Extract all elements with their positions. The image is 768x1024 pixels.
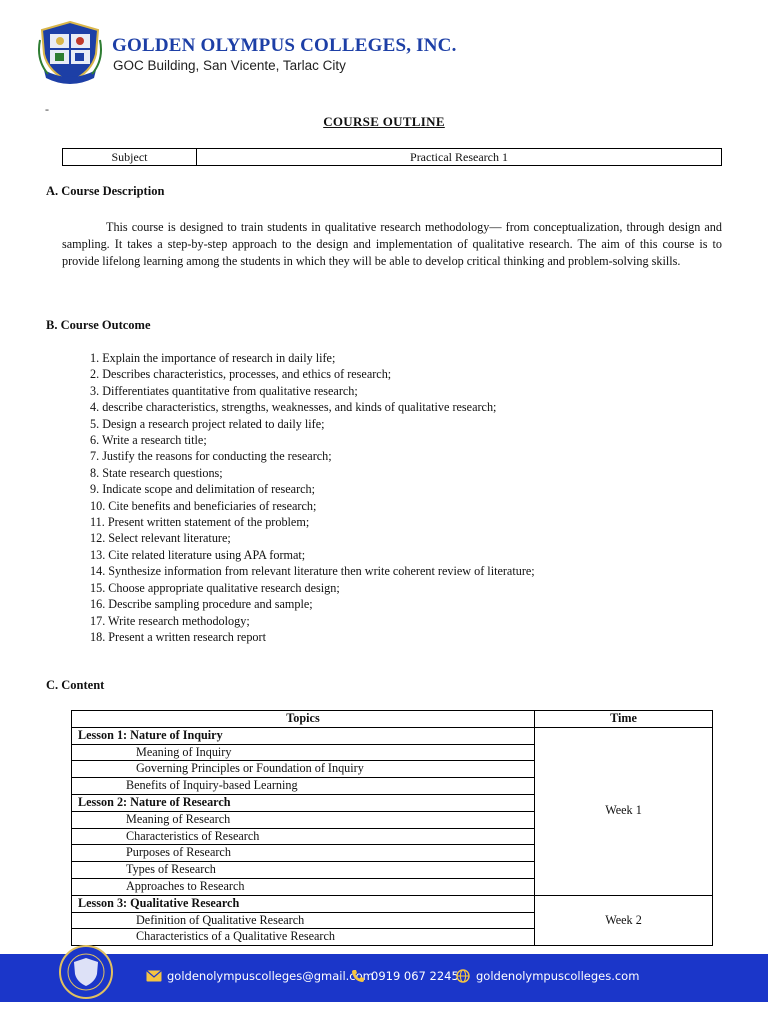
topic-item: Approaches to Research: [72, 878, 535, 895]
topic-item: Characteristics of Research: [72, 828, 535, 845]
school-crest-icon: [38, 20, 102, 86]
globe-icon: [455, 969, 471, 983]
subject-label: Subject: [63, 149, 197, 166]
list-item: 6. Write a research title;: [90, 433, 207, 448]
footer-website-text: goldenolympuscolleges.com: [476, 969, 640, 983]
list-item: 7. Justify the reasons for conducting the research;: [90, 449, 332, 464]
time-week-1: Week 1: [535, 727, 713, 895]
list-item: 12. Select relevant literature;: [90, 531, 231, 546]
subject-table: [62, 148, 722, 166]
lesson-title: Lesson 2: Nature of Research: [72, 794, 535, 811]
subject-value: Practical Research 1: [197, 149, 722, 166]
page-title-text: COURSE OUTLINE: [323, 114, 445, 129]
time-week-2: Week 2: [535, 895, 713, 945]
time-header: Time: [535, 711, 713, 728]
topic-item: Characteristics of a Qualitative Research: [72, 929, 535, 946]
section-c-heading: C. Content: [46, 678, 105, 692]
school-seal-icon: [58, 944, 114, 1000]
section-b-heading: B. Course Outcome: [46, 318, 151, 332]
section-a-heading: A. Course Description: [46, 184, 165, 198]
course-description-text: This course is designed to train students in qualitative research methodology— from conceptualization, through design and sampling. It takes a step-by-step approach to the design and implementation of qualitative research. The aim of this course is to provide lifelong learning among the students in which they will be able to develop critical thinking and problem-solving skills.: [62, 220, 722, 268]
school-name: GOLDEN OLYMPUS COLLEGES, INC.: [112, 35, 457, 56]
page-bottom-margin: [0, 1002, 768, 1024]
list-item: 8. State research questions;: [90, 465, 223, 480]
footer-website[interactable]: [455, 969, 639, 983]
topic-item: Meaning of Research: [72, 811, 535, 828]
list-item: 3. Differentiates quantitative from qualitative research;: [90, 383, 358, 398]
subject-row: [63, 149, 722, 166]
footer-email[interactable]: [146, 969, 374, 983]
list-item: 17. Write research methodology;: [90, 613, 250, 628]
footer-email-text: goldenolympuscolleges@gmail.com: [167, 969, 374, 983]
topic-item: Benefits of Inquiry-based Learning: [72, 778, 535, 795]
list-item: 2. Describes characteristics, processes, and ethics of research;: [90, 367, 392, 382]
envelope-icon: [146, 969, 162, 983]
footer-phone[interactable]: [350, 969, 459, 983]
letterhead: [38, 20, 738, 88]
list-item: 11. Present written statement of the problem;: [90, 515, 310, 530]
list-item: 18. Present a written research report: [90, 629, 266, 644]
content-table: [71, 710, 713, 946]
topics-header: Topics: [72, 711, 535, 728]
lesson-title: Lesson 3: Qualitative Research: [72, 895, 535, 912]
topic-item: Governing Principles or Foundation of Inquiry: [72, 761, 535, 778]
course-outcome-list: [90, 350, 535, 645]
lesson-title: Lesson 1: Nature of Inquiry: [72, 727, 535, 744]
list-item: 10. Cite benefits and beneficiaries of research;: [90, 498, 317, 513]
phone-icon: [350, 969, 366, 983]
topic-item: Meaning of Inquiry: [72, 744, 535, 761]
list-item: 13. Cite related literature using APA format;: [90, 547, 306, 562]
list-item: 1. Explain the importance of research in daily life;: [90, 351, 336, 365]
school-address: GOC Building, San Vicente, Tarlac City: [113, 58, 346, 73]
list-item: 14. Synthesize information from relevant literature then write coherent review of literature;: [90, 564, 535, 579]
footer-phone-text: 0919 067 2245: [371, 969, 459, 983]
footer-bar: [0, 954, 768, 1002]
table-row: [72, 895, 713, 912]
list-item: 4. describe characteristics, strengths, weaknesses, and kinds of qualitative research;: [90, 400, 497, 415]
topic-item: Definition of Qualitative Research: [72, 912, 535, 929]
list-item: 15. Choose appropriate qualitative research design;: [90, 580, 340, 595]
list-item: 9. Indicate scope and delimitation of research;: [90, 482, 316, 497]
list-item: 5. Design a research project related to daily life;: [90, 416, 325, 431]
page-title: [0, 114, 768, 130]
table-header-row: [72, 711, 713, 728]
list-item: 16. Describe sampling procedure and sample;: [90, 597, 313, 612]
stray-mark: -: [45, 102, 49, 116]
table-row: [72, 727, 713, 744]
topic-item: Purposes of Research: [72, 845, 535, 862]
topic-item: Types of Research: [72, 862, 535, 879]
